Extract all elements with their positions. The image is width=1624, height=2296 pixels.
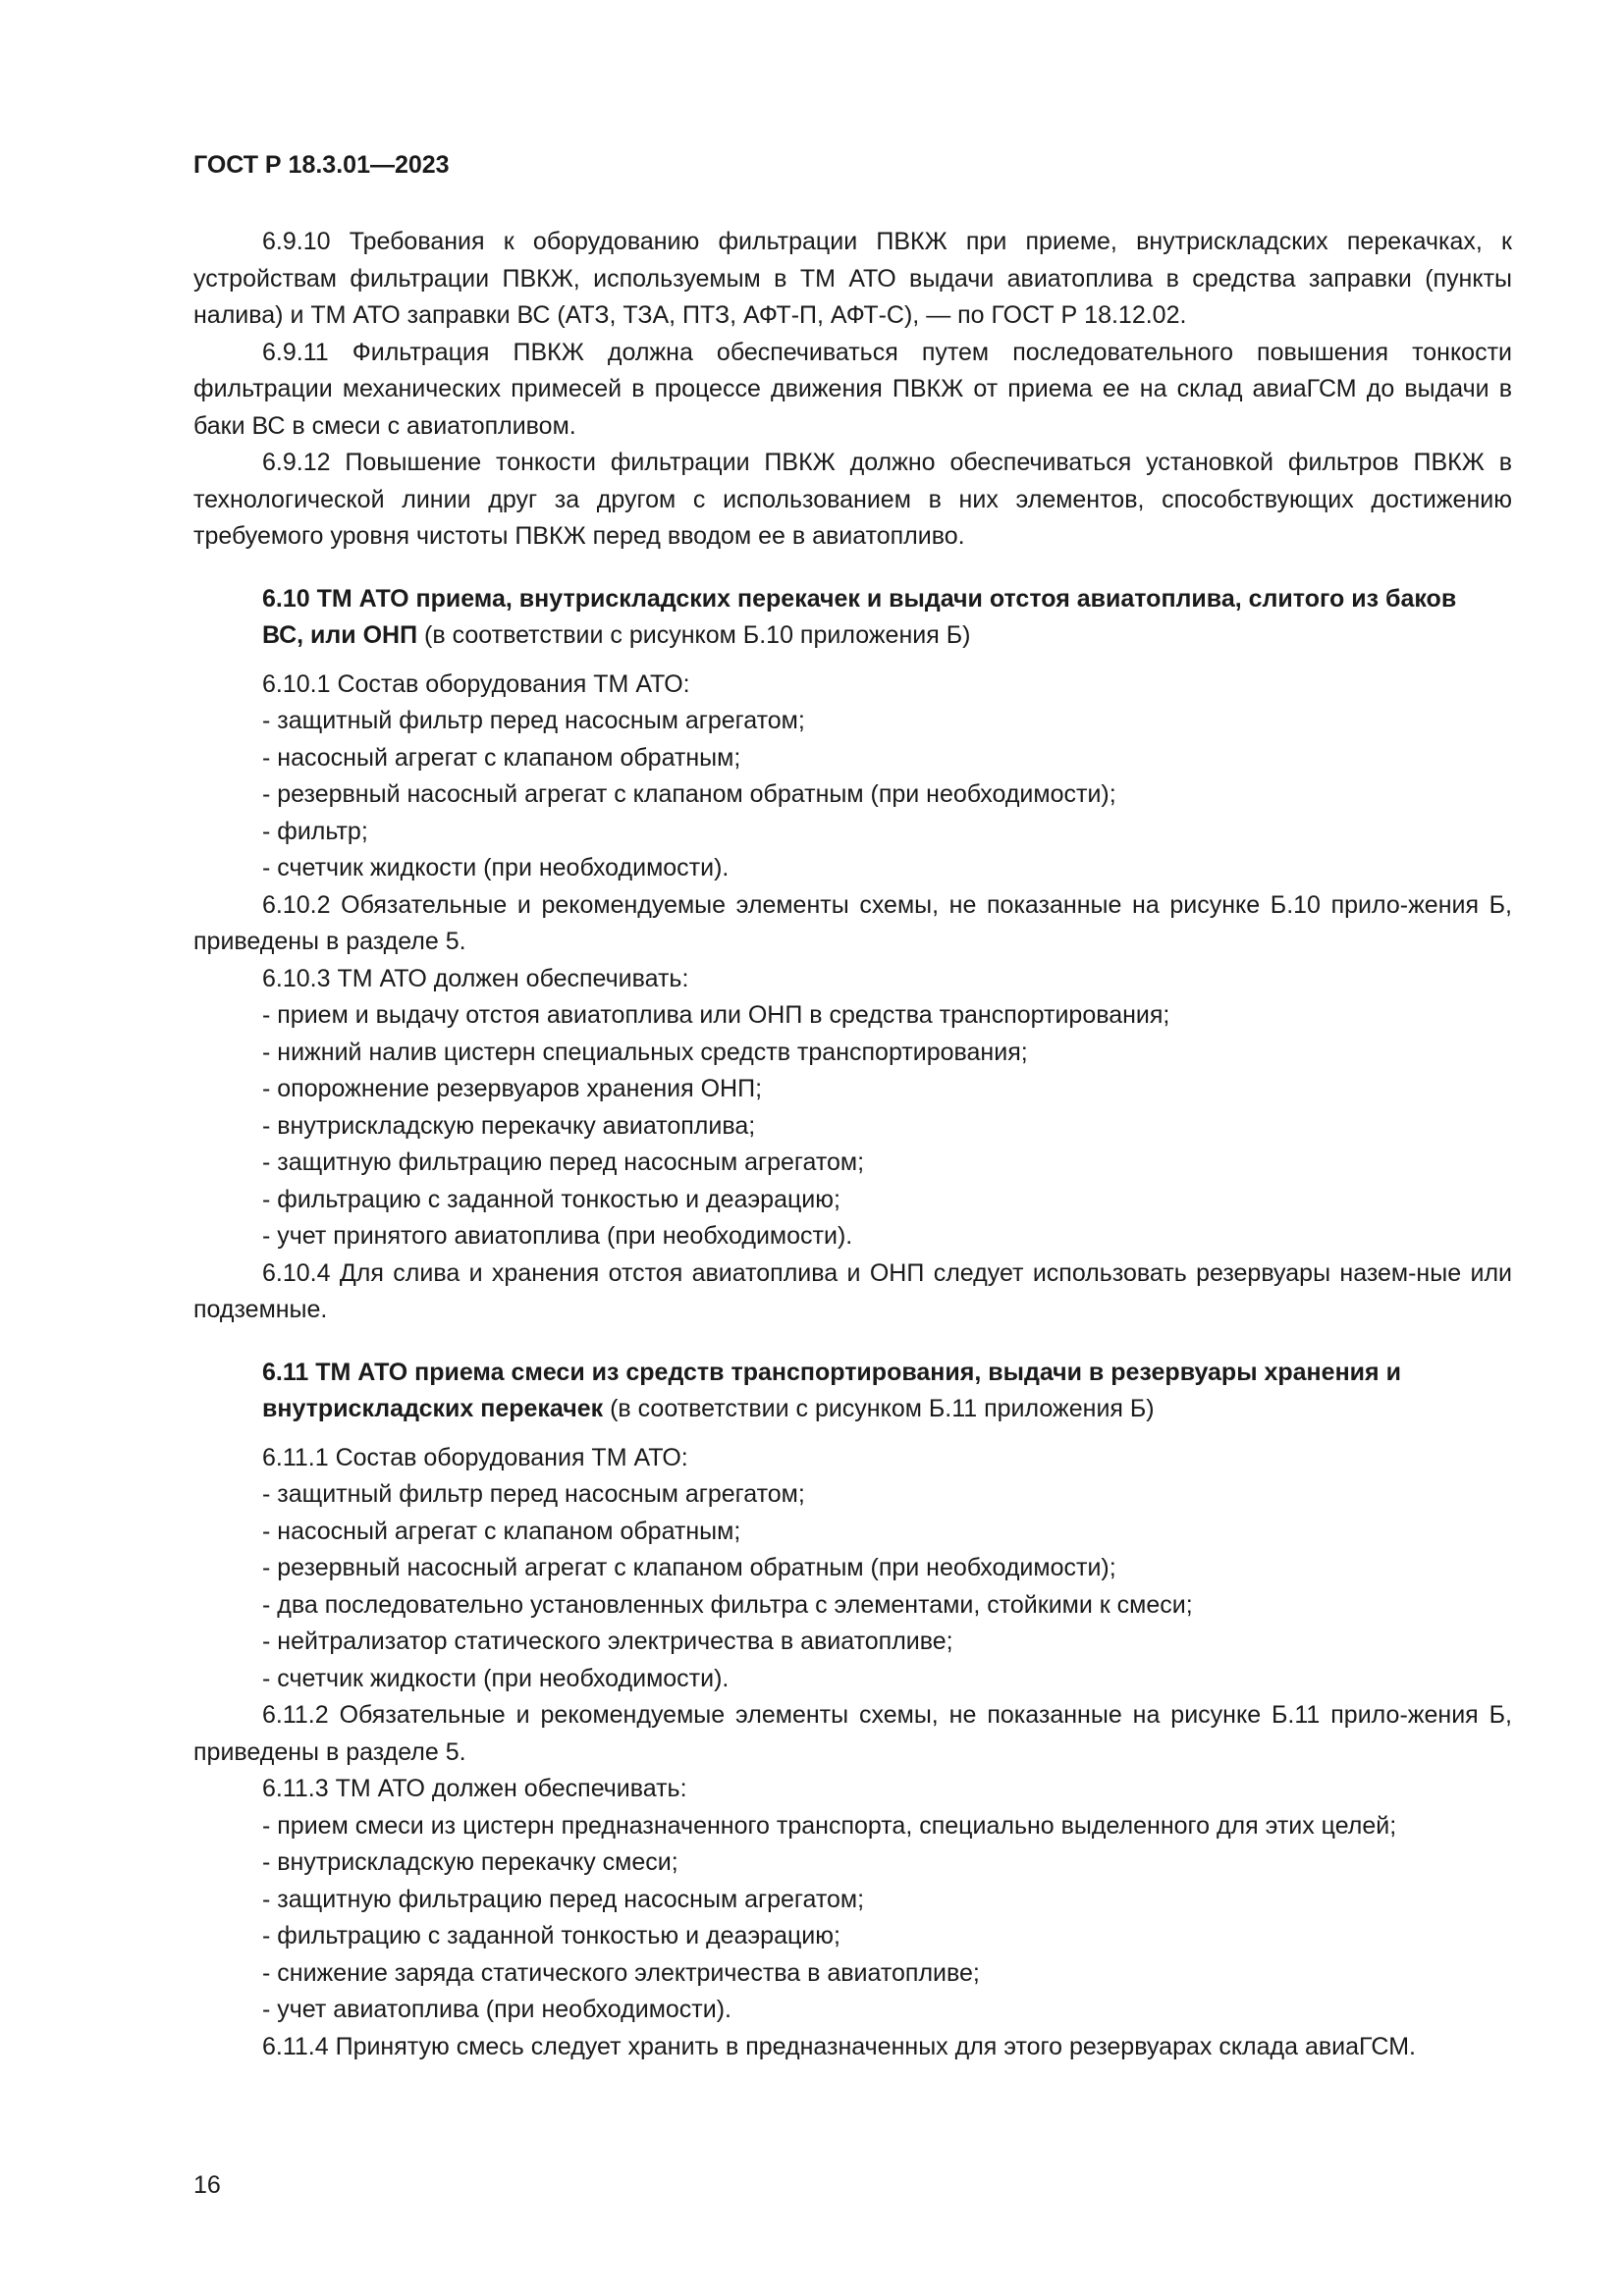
subsection-6-11-3: 6.11.3 ТМ АТО должен обеспечивать:: [262, 1775, 687, 1802]
subsection-6-11-1: 6.11.1 Состав оборудования ТМ АТО:: [262, 1443, 688, 1471]
list-item: - прием смеси из цистерн предназначенного транспорта, специально выделенного для этих целей;: [262, 1811, 1397, 1840]
paragraph-6-9-12: 6.9.12 Повышение тонкости фильтрации ПВКЖ должно обеспечиваться установкой фильтров ПВКЖ в технологической линии друг за другом с использованием в них элементов, способствующих достижению требуемого уровня чистоты ПВКЖ перед вводом ее в авиатопливо.: [193, 449, 1512, 550]
paragraph-6-10-2: 6.10.2 Обязательные и рекомендуемые элементы схемы, не показанные на рисунке Б.10 прило-жения Б, приведены в разделе 5.: [193, 890, 1512, 955]
list-item: - опорожнение резервуаров хранения ОНП;: [262, 1075, 763, 1102]
list-item: - внутрискладскую перекачку авиатоплива;: [262, 1111, 756, 1140]
list-item: - насосный агрегат с клапаном обратным;: [262, 743, 741, 772]
subsection-6-10-1: 6.10.1 Состав оборудования ТМ АТО:: [262, 669, 690, 698]
document-body: [193, 224, 1512, 2065]
list-item: - прием и выдачу отстоя авиатоплива или ОНП в средства транспортирования;: [262, 1001, 1170, 1029]
paragraph-6-11-4: 6.11.4 Принятую смесь следует хранить в предназначенных для этого резервуарах склада авиаГСМ.: [262, 2032, 1416, 2060]
list-item: - учет принятого авиатоплива (при необходимости).: [262, 1222, 853, 1250]
list-item: - счетчик жидкости (при необходимости).: [262, 854, 730, 881]
section-heading-6-10: [193, 581, 1512, 655]
list-item: - два последовательно установленных фильтра с элементами, стойкими к смеси;: [262, 1590, 1193, 1619]
list-item: - счетчик жидкости (при необходимости).: [262, 1664, 730, 1692]
list-item: - фильтр;: [262, 817, 368, 845]
paragraph-6-10-4: 6.10.4 Для слива и хранения отстоя авиатоплива и ОНП следует использовать резервуары назем-ные или подземные.: [193, 1258, 1512, 1323]
list-item: - нижний налив цистерн специальных средств транспортирования;: [262, 1038, 1028, 1066]
subsection-6-10-3: 6.10.3 ТМ АТО должен обеспечивать:: [262, 964, 689, 992]
list-item: - фильтрацию с заданной тонкостью и деаэрацию;: [262, 1185, 840, 1213]
list-item: - защитный фильтр перед насосным агрегатом;: [262, 707, 805, 734]
paragraph-6-9-10: 6.9.10 Требования к оборудованию фильтрации ПВКЖ при приеме, внутрискладских перекачках, к устройствам фильтрации ПВКЖ, используемым в ТМ АТО выдачи авиатоплива в средства заправки (пункты налива) и ТМ АТО заправки ВС (АТЗ, ТЗА, ПТЗ, АФТ-П, АФТ-С), — по ГОСТ Р 18.12.02.: [193, 228, 1512, 329]
document-code-header: ГОСТ Р 18.3.01—2023: [193, 151, 450, 179]
list-item: - защитный фильтр перед насосным агрегатом;: [262, 1480, 805, 1508]
paragraph-6-11-2: 6.11.2 Обязательные и рекомендуемые элементы схемы, не показанные на рисунке Б.11 прило-жения Б, приведены в разделе 5.: [193, 1701, 1512, 1766]
page-number: 16: [193, 2171, 221, 2199]
list-item: - снижение заряда статического электричества в авиатопливе;: [262, 1958, 980, 1987]
section-heading-6-10-bold: 6.10 ТМ АТО приема, внутрискладских перекачек и выдачи отстоя авиатоплива, слитого из баков ВС, или ОНП: [262, 584, 1457, 649]
list-item: - нейтрализатор статического электричества в авиатопливе;: [262, 1628, 953, 1655]
list-item: - резервный насосный агрегат с клапаном обратным (при необходимости);: [262, 1554, 1116, 1581]
list-item: - насосный агрегат с клапаном обратным;: [262, 1517, 741, 1545]
list-item: - резервный насосный агрегат с клапаном обратным (при необходимости);: [262, 780, 1116, 808]
paragraph-6-9-11: 6.9.11 Фильтрация ПВКЖ должна обеспечиваться путем последовательного повышения тонкости фильтрации механических примесей в процессе движения ПВКЖ от приема ее на склад авиаГСМ до выдачи в баки ВС в смеси с авиатопливом.: [193, 338, 1512, 440]
list-item: - фильтрацию с заданной тонкостью и деаэрацию;: [262, 1922, 840, 1949]
list-item: - защитную фильтрацию перед насосным агрегатом;: [262, 1148, 865, 1176]
list-item: - учет авиатоплива (при необходимости).: [262, 1996, 731, 2023]
section-heading-6-11-ref: (в соответствии с рисунком Б.11 приложения Б): [603, 1395, 1155, 1422]
section-heading-6-10-ref: (в соответствии с рисунком Б.10 приложения Б): [417, 621, 971, 649]
list-item: - защитную фильтрацию перед насосным агрегатом;: [262, 1885, 865, 1913]
list-item: - внутрискладскую перекачку смеси;: [262, 1848, 678, 1876]
section-heading-6-11-bold: 6.11 ТМ АТО приема смеси из средств транспортирования, выдачи в резервуары хранения и внутрискладских перекачек: [262, 1358, 1401, 1422]
section-heading-6-11: [193, 1355, 1512, 1428]
